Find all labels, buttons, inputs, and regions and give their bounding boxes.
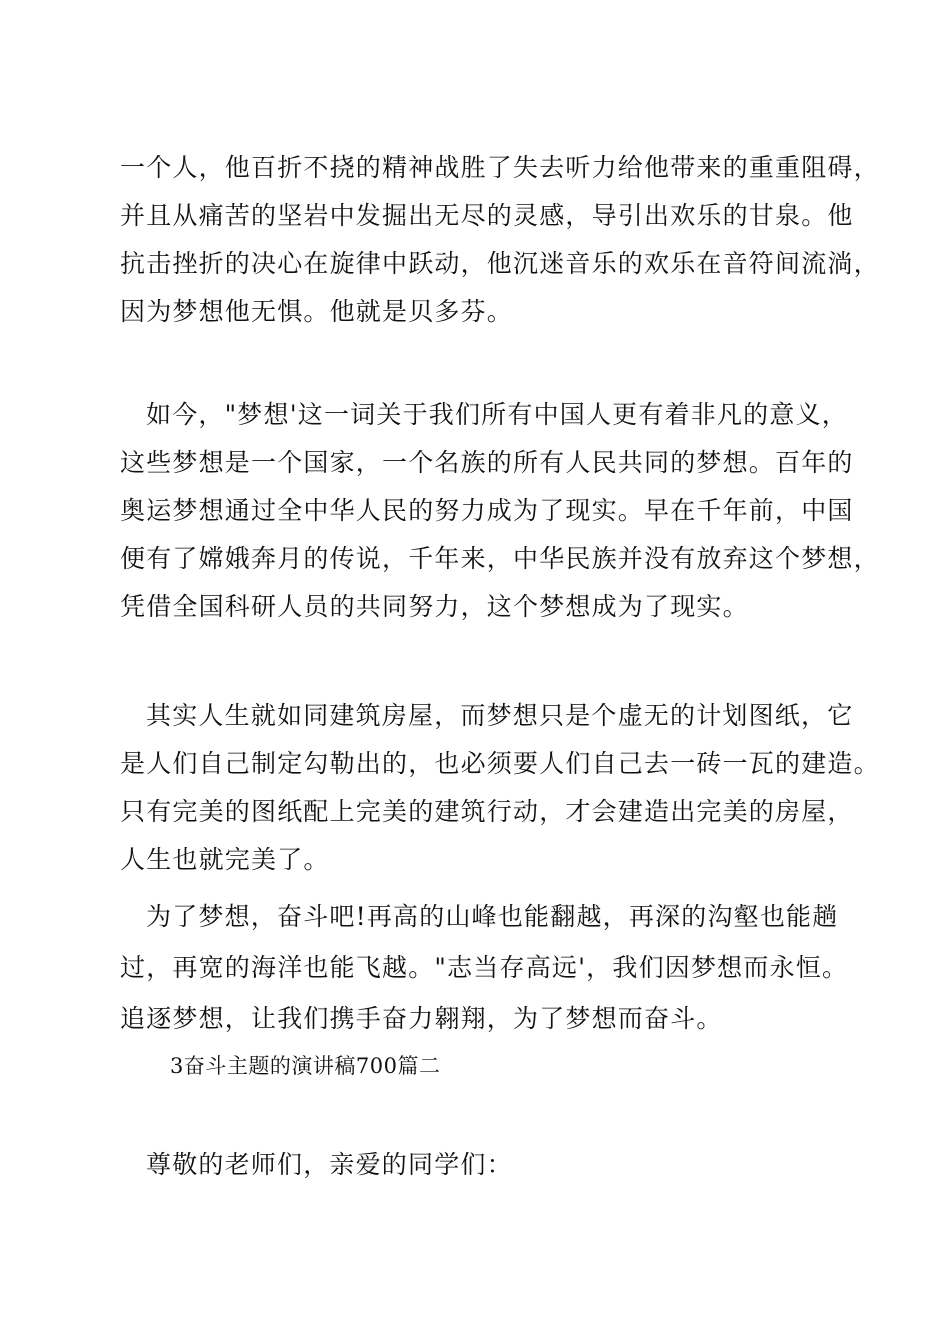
section-heading: 3奋斗主题的演讲稿700篇二 xyxy=(170,1054,441,1078)
text-line: 过，再宽的海洋也能飞越。"志当存高远'，我们因梦想而永恒。 xyxy=(120,953,849,982)
text-line: 因为梦想他无惧。他就是贝多芬。 xyxy=(120,297,514,326)
text-line: 便有了嫦娥奔月的传说，千年来，中华民族并没有放弃这个梦想， xyxy=(120,544,880,573)
text-line: 为了梦想，奋斗吧!再高的山峰也能翻越，再深的沟壑也能趟 xyxy=(146,902,839,931)
text-line: 一个人，他百折不挠的精神战胜了失去听力给他带来的重重阻碍， xyxy=(120,153,880,182)
text-line: 追逐梦想，让我们携手奋力翱翔，为了梦想而奋斗。 xyxy=(120,1004,723,1033)
text-line: 人生也就完美了。 xyxy=(120,845,330,874)
text-line: 凭借全国科研人员的共同努力，这个梦想成为了现实。 xyxy=(120,592,749,621)
text-line: 抗击挫折的决心在旋律中跃动，他沉迷音乐的欢乐在音符间流淌， xyxy=(120,249,880,278)
text-line: 并且从痛苦的坚岩中发掘出无尽的灵感，导引出欢乐的甘泉。他 xyxy=(120,201,854,230)
salutation: 尊敬的老师们，亲爱的同学们： xyxy=(146,1150,513,1179)
text-line: 只有完美的图纸配上完美的建筑行动，才会建造出完美的房屋， xyxy=(120,797,854,826)
text-line: 如今，"梦想'这一词关于我们所有中国人更有着非凡的意义， xyxy=(146,400,848,429)
text-line: 是人们自己制定勾勒出的，也必须要人们自己去一砖一瓦的建造。 xyxy=(120,749,880,778)
text-line: 这些梦想是一个国家，一个名族的所有人民共同的梦想。百年的 xyxy=(120,448,854,477)
text-line: 奥运梦想通过全中华人民的努力成为了现实。早在千年前，中国 xyxy=(120,496,854,525)
text-line: 其实人生就如同建筑房屋，而梦想只是个虚无的计划图纸，它 xyxy=(146,701,854,730)
